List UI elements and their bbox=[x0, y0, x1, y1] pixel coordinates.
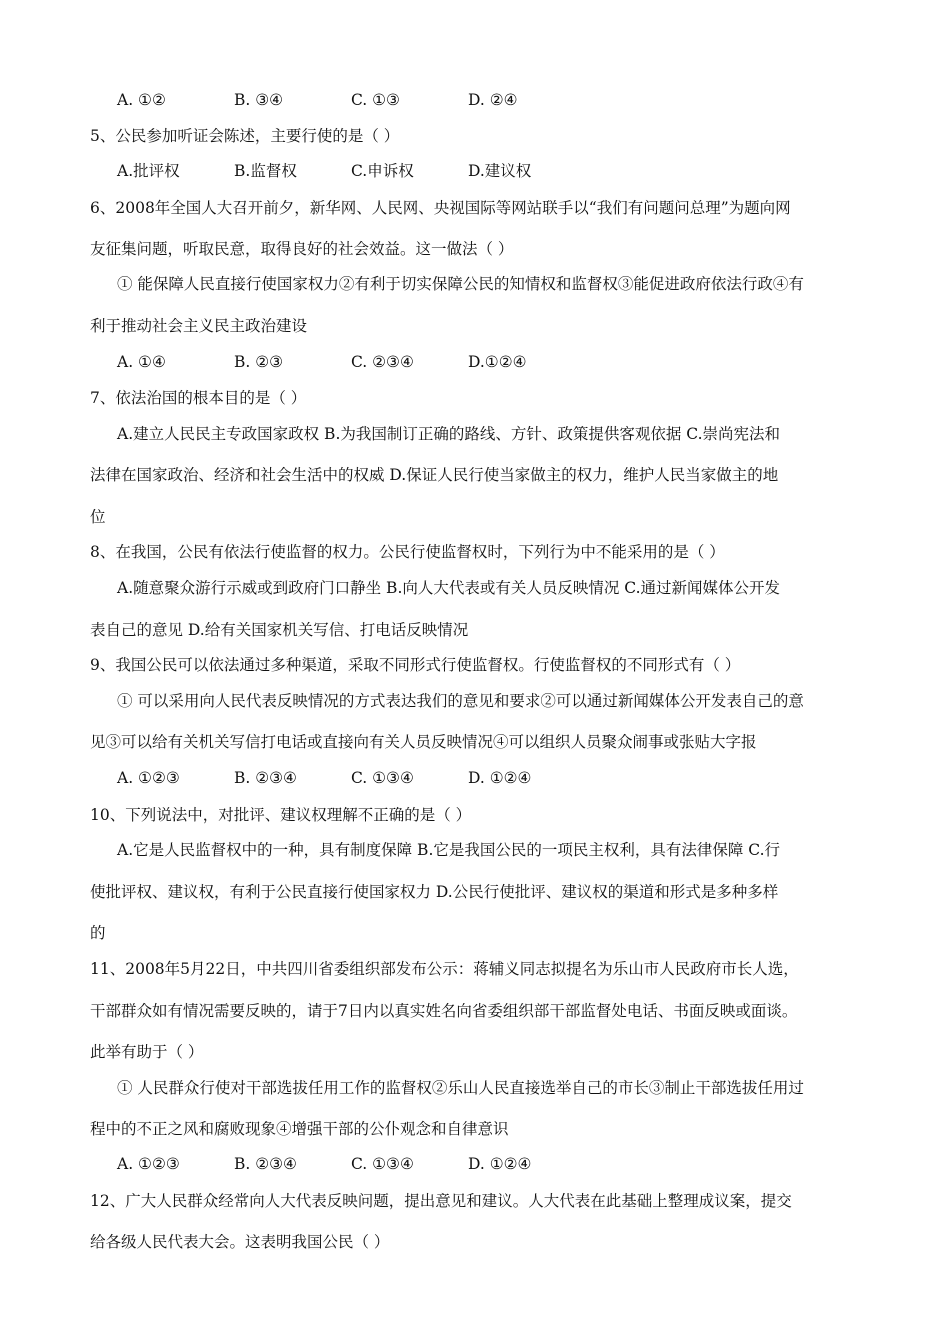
q11-option-b: B. ②③④ bbox=[234, 1155, 297, 1173]
q9-items-line-1: ① 可以采用向人民代表反映情况的方式表达我们的意见和要求②可以通过新闻媒体公开发表自己的意 bbox=[117, 692, 804, 710]
q11-stem-line-3: 此举有助于（ ） bbox=[90, 1043, 204, 1061]
q10-options-line-1: A.它是人民监督权中的一种，具有制度保障 B.它是我国公民的一项民主权利，具有法律保障 C.行 bbox=[117, 841, 781, 859]
q11-stem-line-2: 干部群众如有情况需要反映的，请于7日内以真实姓名向省委组织部干部监督处电话、书面反映或面谈。 bbox=[90, 1002, 798, 1020]
q7-options-line-2: 法律在国家政治、经济和社会生活中的权威 D.保证人民行使当家做主的权力，维护人民当家做主的地 bbox=[90, 466, 779, 484]
q4-option-d: D. ②④ bbox=[468, 91, 518, 109]
q5-option-c: C.申诉权 bbox=[351, 162, 414, 180]
q11-option-c: C. ①③④ bbox=[351, 1155, 414, 1173]
q10-options-line-2: 使批评权、建议权，有利于公民直接行使国家权力 D.公民行使批评、建议权的渠道和形式是多种多样 bbox=[90, 883, 779, 901]
q10-options-line-3: 的 bbox=[90, 924, 106, 942]
q5-stem: 5、公民参加听证会陈述，主要行使的是（ ） bbox=[90, 127, 400, 145]
q11-items-line-1: ① 人民群众行使对干部选拔任用工作的监督权②乐山人民直接选举自己的市长③制止干部选拔任用过 bbox=[117, 1079, 804, 1097]
q4-option-a: A. ①② bbox=[117, 91, 166, 109]
q6-items-line-2: 利于推动社会主义民主政治建设 bbox=[90, 317, 308, 335]
q5-option-b: B.监督权 bbox=[234, 162, 297, 180]
q8-options-line-2: 表自己的意见 D.给有关国家机关写信、打电话反映情况 bbox=[90, 621, 469, 639]
q7-options-line-3: 位 bbox=[90, 508, 106, 526]
q9-items-line-2: 见③可以给有关机关写信打电话或直接向有关人员反映情况④可以组织人员聚众闹事或张贴大字报 bbox=[90, 733, 757, 751]
q8-options-line-1: A.随意聚众游行示威或到政府门口静坐 B.向人大代表或有关人员反映情况 C.通过新闻媒体公开发 bbox=[117, 579, 781, 597]
q6-items-line-1: ① 能保障人民直接行使国家权力②有利于切实保障公民的知情权和监督权③能促进政府依法行政④有 bbox=[117, 275, 804, 293]
q4-option-b: B. ③④ bbox=[234, 91, 284, 109]
q8-stem: 8、在我国，公民有依法行使监督的权力。公民行使监督权时，下列行为中不能采用的是（ ） bbox=[90, 543, 725, 561]
q7-options-line-1: A.建立人民民主专政国家政权 B.为我国制订正确的路线、方针、政策提供客观依据 C.崇尚宪法和 bbox=[117, 425, 781, 443]
q6-option-d: D.①②④ bbox=[468, 353, 527, 371]
q6-option-b: B. ②③ bbox=[234, 353, 284, 371]
q12-stem-line-2: 给各级人民代表大会。这表明我国公民（ ） bbox=[90, 1233, 390, 1251]
q11-option-d: D. ①②④ bbox=[468, 1155, 532, 1173]
q12-stem-line-1: 12、广大人民群众经常向人大代表反映问题，提出意见和建议。人大代表在此基础上整理成议案，提交 bbox=[90, 1192, 792, 1210]
q6-option-a: A. ①④ bbox=[117, 353, 166, 371]
q9-option-d: D. ①②④ bbox=[468, 769, 532, 787]
q11-items-line-2: 程中的不正之风和腐败现象④增强干部的公仆观念和自律意识 bbox=[90, 1120, 509, 1138]
q5-option-d: D.建议权 bbox=[468, 162, 532, 180]
q6-stem-line-2: 友征集问题，听取民意，取得良好的社会效益。这一做法（ ） bbox=[90, 240, 514, 258]
q11-stem-line-1: 11、2008年5月22日，中共四川省委组织部发布公示：蒋辅义同志拟提名为乐山市人民政府市长人选， bbox=[90, 960, 799, 978]
q6-stem-line-1: 6、2008年全国人大召开前夕，新华网、人民网、央视国际等网站联手以“我们有问题问总理”为题向网 bbox=[90, 199, 791, 217]
q9-option-b: B. ②③④ bbox=[234, 769, 297, 787]
q9-option-c: C. ①③④ bbox=[351, 769, 414, 787]
q10-stem: 10、下列说法中，对批评、建议权理解不正确的是（ ） bbox=[90, 806, 472, 824]
q11-option-a: A. ①②③ bbox=[117, 1155, 180, 1173]
q9-option-a: A. ①②③ bbox=[117, 769, 180, 787]
q5-option-a: A.批评权 bbox=[117, 162, 180, 180]
q4-option-c: C. ①③ bbox=[351, 91, 400, 109]
q9-stem: 9、我国公民可以依法通过多种渠道，采取不同形式行使监督权。行使监督权的不同形式有（ ） bbox=[90, 656, 741, 674]
q7-stem: 7、依法治国的根本目的是（ ） bbox=[90, 389, 307, 407]
q6-option-c: C. ②③④ bbox=[351, 353, 414, 371]
